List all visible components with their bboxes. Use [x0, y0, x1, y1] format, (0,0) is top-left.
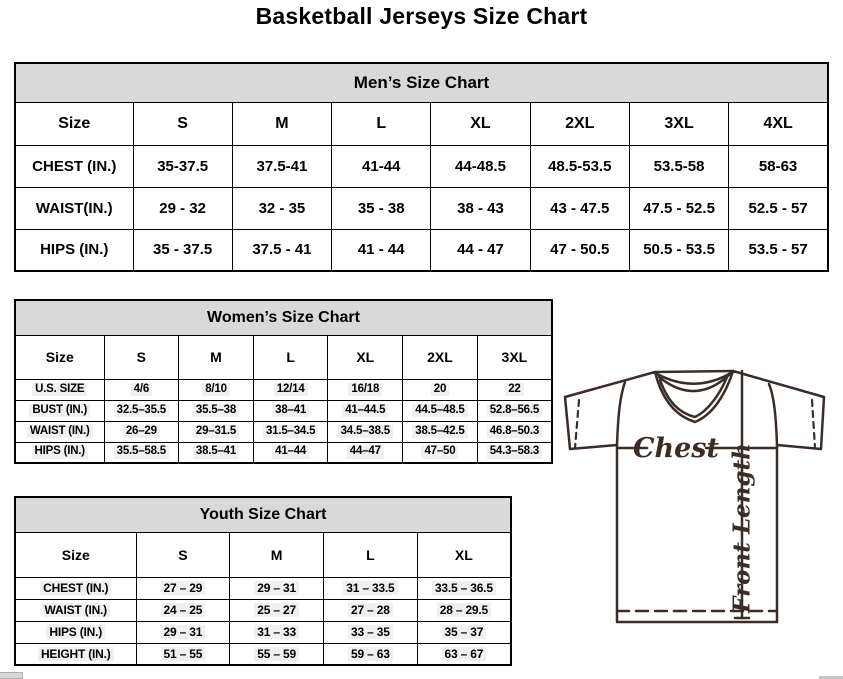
value: 33.5 – 36.5	[432, 581, 496, 595]
value-cell: 37.5-41	[232, 145, 331, 187]
value: 34.5–38.5	[338, 425, 393, 439]
header-cell: L	[332, 102, 431, 145]
value-cell	[253, 400, 328, 421]
womens-table-title: Women’s Size Chart	[15, 300, 552, 335]
value-cell	[179, 400, 254, 421]
value: 29 – 31	[254, 581, 299, 595]
mens-size-table	[14, 62, 829, 272]
row-label: HIPS (IN.)	[32, 445, 88, 459]
header-cell: XL	[417, 532, 511, 577]
value: 27 – 28	[348, 603, 393, 617]
header-cell: Size	[15, 102, 133, 145]
value: 35 – 37	[442, 625, 487, 639]
table-row	[15, 532, 511, 577]
table-row	[15, 621, 511, 643]
value-cell: 41 - 44	[332, 229, 431, 271]
row-label-cell	[15, 400, 104, 421]
header-cell: L	[324, 532, 418, 577]
value-cell	[324, 599, 418, 621]
value-cell: 52.5 - 57	[729, 187, 828, 229]
value-cell	[417, 643, 511, 665]
value-cell: 35 - 38	[332, 187, 431, 229]
value-cell	[104, 379, 179, 400]
table-row	[15, 599, 511, 621]
value: 59 – 63	[348, 647, 393, 661]
value: 31.5–34.5	[263, 425, 318, 439]
value: 35.5–58.5	[114, 445, 169, 459]
value: 51 – 55	[161, 647, 206, 661]
table-row	[15, 379, 552, 400]
value: 41–44	[272, 445, 309, 459]
table-row	[15, 102, 828, 145]
value: 47–50	[421, 445, 458, 459]
page-title: Basketball Jerseys Size Chart	[255, 3, 588, 29]
value-cell	[403, 442, 478, 463]
row-label: WAIST (IN.)	[27, 425, 93, 439]
row-label-cell	[15, 421, 104, 442]
value: 33 – 35	[348, 625, 393, 639]
value-cell: 37.5 - 41	[232, 229, 331, 271]
value-cell	[403, 379, 478, 400]
table-row	[15, 63, 828, 102]
header-cell: S	[104, 335, 179, 379]
header-cell: M	[179, 335, 254, 379]
table-row	[15, 400, 552, 421]
value-cell: 48.5-53.5	[530, 145, 629, 187]
value: 20	[431, 383, 449, 397]
right-cuff-dashed-line	[812, 400, 815, 448]
value-cell: 47 - 50.5	[530, 229, 629, 271]
value: 35.5–38	[193, 404, 239, 418]
value: 27 – 29	[161, 581, 206, 595]
value-cell	[230, 643, 324, 665]
row-label: CHEST (IN.)	[40, 581, 111, 595]
value-cell	[403, 421, 478, 442]
table-row	[15, 300, 552, 335]
value: 4/6	[131, 383, 152, 397]
value: 38.5–41	[193, 445, 239, 459]
jersey-outline	[565, 371, 824, 622]
value: 31 – 33.5	[343, 581, 397, 595]
value-cell: 29 - 32	[133, 187, 232, 229]
value-cell	[253, 379, 328, 400]
value-cell: 47.5 - 52.5	[629, 187, 728, 229]
header-cell: M	[230, 532, 324, 577]
value-cell	[324, 643, 418, 665]
row-label-cell	[15, 621, 136, 643]
value: 54.3–58.3	[487, 445, 542, 459]
table-row	[15, 497, 511, 532]
header-cell: S	[136, 532, 230, 577]
value-cell: 53.5-58	[629, 145, 728, 187]
value-cell	[328, 379, 403, 400]
value-cell: 44-48.5	[431, 145, 530, 187]
value-cell: 35 - 37.5	[133, 229, 232, 271]
value-cell	[136, 577, 230, 599]
value: 38–41	[272, 404, 309, 418]
row-label: HIPS (IN.)	[46, 625, 105, 639]
row-label-cell: HIPS (IN.)	[15, 229, 133, 271]
row-label-cell: WAIST(IN.)	[15, 187, 133, 229]
value-cell	[417, 599, 511, 621]
header-cell: L	[253, 335, 328, 379]
value: 29–31.5	[193, 425, 239, 439]
table-row	[15, 421, 552, 442]
value: 31 – 33	[254, 625, 299, 639]
value: 22	[505, 383, 523, 397]
value: 55 – 59	[254, 647, 299, 661]
value-cell	[179, 379, 254, 400]
front-length-label: Front Length	[728, 443, 756, 613]
value-cell: 35-37.5	[133, 145, 232, 187]
value-cell: 38 - 43	[431, 187, 530, 229]
header-cell: 2XL	[403, 335, 478, 379]
table-row	[15, 577, 511, 599]
row-label: HEIGHT (IN.)	[38, 647, 114, 661]
value-cell: 32 - 35	[232, 187, 331, 229]
value-cell	[104, 421, 179, 442]
left-cuff-dashed-line	[575, 400, 579, 448]
value-cell	[403, 400, 478, 421]
value: 44.5–48.5	[412, 404, 467, 418]
value-cell	[136, 599, 230, 621]
value: 38.5–42.5	[412, 425, 467, 439]
header-cell: 4XL	[729, 102, 828, 145]
value-cell	[417, 621, 511, 643]
value-cell	[253, 442, 328, 463]
value-cell: 43 - 47.5	[530, 187, 629, 229]
value-cell	[104, 400, 179, 421]
header-cell: 3XL	[477, 335, 552, 379]
value: 46.8–50.3	[487, 425, 542, 439]
value-cell: 41-44	[332, 145, 431, 187]
value-cell	[328, 421, 403, 442]
row-label-cell	[15, 599, 136, 621]
mens-table-title: Men’s Size Chart	[15, 63, 828, 102]
header-cell: Size	[15, 532, 136, 577]
value: 25 – 27	[254, 603, 299, 617]
value: 32.5–35.5	[114, 404, 169, 418]
row-label-cell	[15, 643, 136, 665]
chest-label: Chest	[633, 433, 719, 464]
value-cell	[477, 379, 552, 400]
header-cell: S	[133, 102, 232, 145]
value-cell	[328, 400, 403, 421]
header-cell: Size	[15, 335, 104, 379]
value-cell	[230, 621, 324, 643]
value-cell: 53.5 - 57	[729, 229, 828, 271]
value-cell	[477, 442, 552, 463]
table-row	[15, 442, 552, 463]
value: 44–47	[347, 445, 384, 459]
row-label: WAIST (IN.)	[42, 603, 110, 617]
jersey-measurement-diagram	[558, 358, 840, 643]
value-cell	[417, 577, 511, 599]
value: 16/18	[348, 383, 382, 397]
row-label-cell	[15, 379, 104, 400]
row-label: U.S. SIZE	[32, 383, 87, 397]
value-cell	[179, 421, 254, 442]
youth-size-table	[14, 496, 512, 666]
table-row	[15, 643, 511, 665]
value: 12/14	[274, 383, 308, 397]
value-cell: 44 - 47	[431, 229, 530, 271]
value: 28 – 29.5	[437, 603, 491, 617]
value: 41–44.5	[342, 404, 388, 418]
value-cell	[477, 421, 552, 442]
value: 63 – 67	[442, 647, 487, 661]
row-label-cell	[15, 442, 104, 463]
row-label: BUST (IN.)	[29, 404, 90, 418]
table-row	[15, 335, 552, 379]
value: 52.8–56.5	[487, 404, 542, 418]
value-cell	[136, 643, 230, 665]
row-label-cell: CHEST (IN.)	[15, 145, 133, 187]
value-cell: 58-63	[729, 145, 828, 187]
table-row	[15, 229, 828, 271]
value-cell	[477, 400, 552, 421]
header-cell: XL	[328, 335, 403, 379]
value-cell	[253, 421, 328, 442]
header-cell: XL	[431, 102, 530, 145]
value: 24 – 25	[161, 603, 206, 617]
value-cell: 50.5 - 53.5	[629, 229, 728, 271]
youth-table-title: Youth Size Chart	[15, 497, 511, 532]
value-cell	[136, 621, 230, 643]
value-cell	[230, 577, 324, 599]
header-cell: 3XL	[629, 102, 728, 145]
row-label-cell	[15, 577, 136, 599]
value-cell	[179, 442, 254, 463]
table-row	[15, 145, 828, 187]
value: 26–29	[123, 425, 160, 439]
header-cell: 2XL	[530, 102, 629, 145]
value-cell	[104, 442, 179, 463]
selection-handle	[0, 672, 23, 679]
value-cell	[324, 621, 418, 643]
value-cell	[324, 577, 418, 599]
value: 29 – 31	[161, 625, 206, 639]
value: 8/10	[202, 383, 230, 397]
womens-size-table	[14, 299, 553, 464]
header-cell: M	[232, 102, 331, 145]
value-cell	[230, 599, 324, 621]
value-cell	[328, 442, 403, 463]
table-row	[15, 187, 828, 229]
